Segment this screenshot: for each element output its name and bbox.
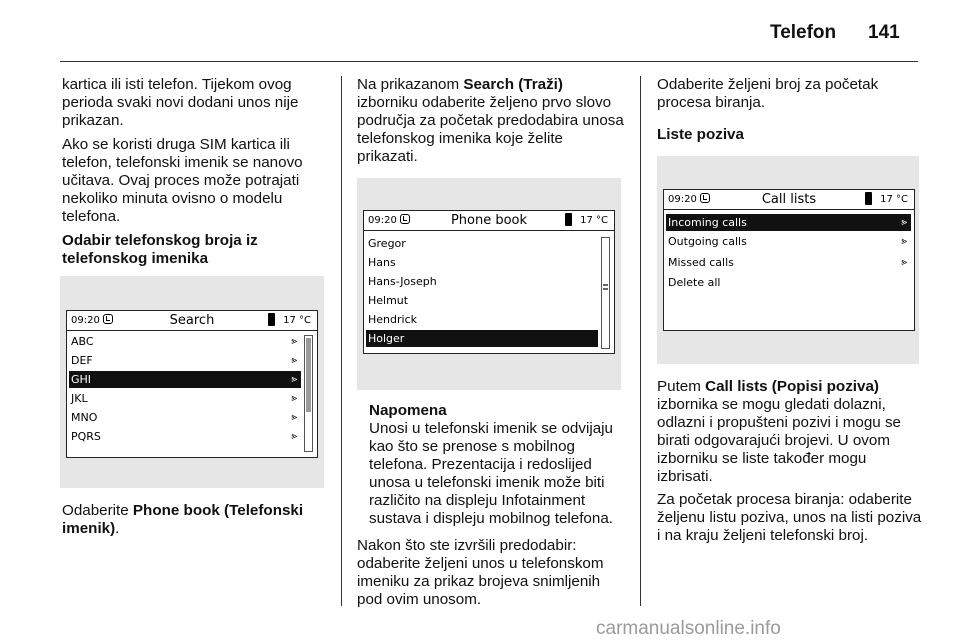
col3-paragraph-1: Odaberite željeni broj za početak procesa biranja.: [657, 76, 879, 111]
status-bar: [664, 190, 914, 210]
list-item-label: MNO: [71, 411, 98, 424]
calllists-screen-frame: [657, 156, 919, 364]
col3-paragraph-3: Za početak procesa biranja: odaberite željenu listu poziva, unos na listi poziva i na kraju željeni telefonski broj.: [657, 491, 922, 544]
list-item-label: ABC: [71, 335, 94, 348]
temperature: 17 °C: [283, 315, 311, 326]
list-item[interactable]: [69, 409, 301, 426]
phone-icon: [565, 213, 572, 226]
scrollbar-thumb[interactable]: [306, 338, 311, 412]
screen-title: Call lists: [761, 192, 817, 207]
column-divider-1: [341, 76, 342, 606]
chevron-right-icon: ⪢: [291, 336, 297, 347]
scrollbar-grip[interactable]: [603, 284, 608, 286]
search-screen-frame: [60, 276, 324, 488]
column-divider-2: [640, 76, 641, 606]
list-item-selected[interactable]: [666, 214, 911, 231]
temperature: 17 °C: [580, 215, 608, 226]
chevron-right-icon: ⪢: [291, 355, 297, 366]
col1-after-end: .: [115, 520, 120, 537]
list-item[interactable]: [366, 311, 598, 328]
clock-time: 09:20: [71, 315, 100, 326]
list-item-label: Outgoing calls: [668, 235, 747, 248]
col1-after-screen: [62, 502, 324, 544]
list-item[interactable]: [366, 235, 598, 252]
list-item-label: Missed calls: [668, 256, 734, 269]
col1-paragraph-1: kartica ili isti telefon. Tijekom ovog perioda svaki novi dodani unos nije prikazan.: [62, 76, 299, 129]
list-item[interactable]: [366, 273, 598, 290]
scrollbar[interactable]: [304, 335, 313, 452]
list-item-label: Hans-Joseph: [368, 275, 437, 288]
page-number: 141: [868, 22, 900, 43]
temperature: 17 °C: [880, 194, 908, 205]
column-3: [657, 76, 922, 150]
list-item-label: DEF: [71, 354, 93, 367]
list-item-label: Helmut: [368, 294, 409, 307]
list-item[interactable]: [366, 292, 598, 309]
note-title: Napomena: [369, 402, 447, 419]
list-item[interactable]: [366, 254, 598, 271]
column-1: [62, 76, 324, 274]
phonebook-screen: [363, 210, 615, 354]
col1-after-text: Odaberite: [62, 502, 133, 519]
list-item[interactable]: [69, 333, 301, 350]
phone-icon: [865, 192, 872, 205]
col2-after-note: [357, 537, 627, 609]
chevron-right-icon: ⪢: [291, 393, 297, 404]
note-box: [369, 402, 627, 528]
column-2: [357, 76, 625, 172]
list-item-selected[interactable]: [69, 371, 301, 388]
list-item[interactable]: [666, 254, 911, 271]
col3-p2-text: Putem: [657, 378, 706, 395]
watermark: carmanualsonline.info: [596, 618, 781, 639]
col1-heading: Odabir telefonskog broja iz telefonskog imenika: [62, 232, 258, 267]
col1-paragraph-2: Ako se koristi druga SIM kartica ili telefon, telefonski imenik se nanovo učitava. Ovaj proces može potrajati nekoliko minuta ovisno o modelu telefona.: [62, 136, 303, 225]
list-item-label: PQRS: [71, 430, 101, 443]
chevron-right-icon: ⪢: [901, 257, 907, 268]
page-header-title: Telefon: [770, 22, 837, 43]
list-item[interactable]: [69, 428, 301, 445]
col1-after-bold: Phone book (Telefonski imenik): [62, 502, 304, 537]
phonebook-screen-frame: [357, 178, 621, 390]
scrollbar-grip[interactable]: [603, 288, 608, 290]
list-item-label: Incoming calls: [668, 216, 747, 229]
chevron-right-icon: ⪢: [291, 412, 297, 423]
col2-p1-bold: Search (Traži): [463, 76, 563, 93]
clock-time: 09:20: [368, 215, 397, 226]
chevron-right-icon: ⪢: [291, 374, 297, 385]
list-item-label: Holger: [368, 332, 405, 345]
col3-p2-bold: Call lists (Popisi poziva): [705, 378, 879, 395]
col3-after-screen: [657, 378, 922, 550]
col3-heading: Liste poziva: [657, 126, 744, 143]
phone-icon: [268, 313, 275, 326]
list-item[interactable]: [69, 352, 301, 369]
calllists-screen: [663, 189, 915, 331]
list-item[interactable]: [69, 390, 301, 407]
list-item-label: GHI: [71, 373, 92, 386]
chevron-right-icon: ⪢: [901, 217, 907, 228]
list-item-label: Gregor: [368, 237, 406, 250]
status-bar: [67, 311, 317, 331]
col3-p2-rest: izbornika se mogu gledati dolazni, odlazni i propušteni pozivi i mogu se birati odgovarajući brojevi. U ovom izborniku se liste također mogu izbrisati.: [657, 396, 901, 485]
list-item-label: JKL: [71, 392, 88, 405]
col2-p1-text: Na prikazanom: [357, 76, 464, 93]
screen-title: Phone book: [450, 213, 528, 228]
list-item-selected[interactable]: [366, 330, 598, 347]
list-item-label: Delete all: [668, 276, 721, 289]
clock-time: 09:20: [668, 194, 697, 205]
chevron-right-icon: ⪢: [901, 236, 907, 247]
list-item-label: Hendrick: [368, 313, 417, 326]
screen-title: Search: [169, 313, 215, 328]
list-item[interactable]: [666, 274, 911, 291]
header-divider: [60, 61, 918, 62]
list-item[interactable]: [666, 233, 911, 250]
col2-paragraph-2: Nakon što ste izvršili predodabir: odaberite željeni unos u telefonskom imeniku za prikaz brojeva snimljenih pod ovim unosom.: [357, 537, 604, 608]
chevron-right-icon: ⪢: [291, 431, 297, 442]
list-item-label: Hans: [368, 256, 396, 269]
col2-p1-rest: izborniku odaberite željeno prvo slovo područja za početak predodabira unosa telefonskog imenika koje želite prikazati.: [357, 94, 624, 165]
search-screen: [66, 310, 318, 458]
status-bar: [364, 211, 614, 231]
scrollbar[interactable]: [601, 237, 610, 349]
note-text: Unosi u telefonski imenik se odvijaju kao što se prenose s mobilnog telefona. Prezentacija i redoslijed unosa u telefonski imenik može biti različito na displeju Infotainment sustava i displeju mobilnog telefona.: [369, 420, 613, 527]
